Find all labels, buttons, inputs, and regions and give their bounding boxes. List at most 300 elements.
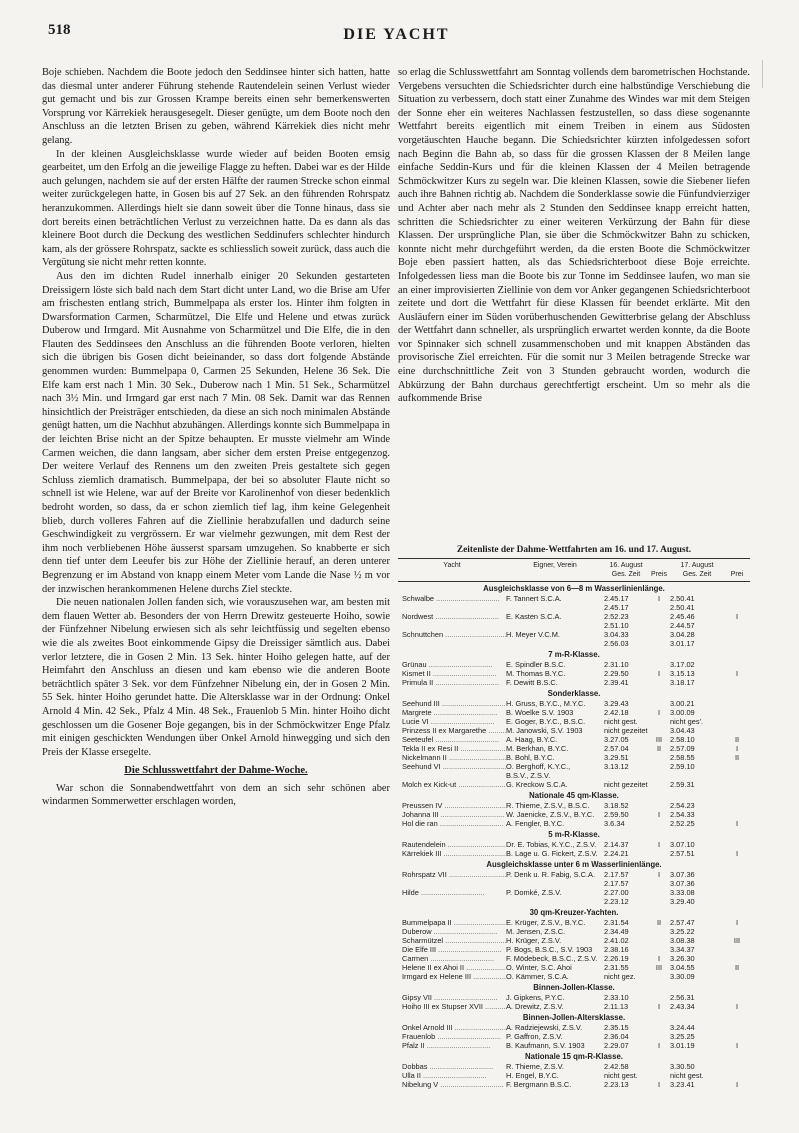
prize-aug17-cell <box>724 699 750 708</box>
yacht-cell: Dobbas ..... <box>398 1062 506 1071</box>
header-aug16-time: Ges. Zeit <box>611 571 641 578</box>
table-row <box>398 1002 750 1011</box>
table-row <box>398 669 750 678</box>
time-aug16-cell: 2.52.23 <box>604 612 629 621</box>
time-aug17-cell: 3.04.55 <box>670 963 695 972</box>
owner-cell: M. Berkhan, B.Y.C. <box>506 744 569 753</box>
owner-cell: E. Spindler B.S.C. <box>506 660 566 669</box>
owner-cell: O. Kämmer, S.C.A. <box>506 972 569 981</box>
prize-aug17-cell: I <box>735 669 739 678</box>
prize-aug17-cell <box>724 810 750 819</box>
journal-title: DIE YACHT <box>343 26 450 43</box>
time-aug17-cell: 3.30.50 <box>670 1062 695 1071</box>
yacht-cell: Seehund III ..... <box>398 699 506 708</box>
yacht-cell: Irmgard ex Helene III ..... <box>398 972 506 981</box>
table-row <box>398 1080 750 1089</box>
prize-aug16-cell <box>648 1023 670 1032</box>
prize-aug16-cell <box>648 888 670 897</box>
time-aug16-cell: nicht gezeitet <box>604 780 648 789</box>
yacht-cell <box>398 879 506 888</box>
time-aug16-cell: 2.31.55 <box>604 963 629 972</box>
table-row <box>398 753 750 762</box>
prize-aug16-cell: I <box>657 840 661 849</box>
time-aug16-cell: 2.42.18 <box>604 708 629 717</box>
prize-aug17-cell <box>724 927 750 936</box>
yacht-cell: Carmen ..... <box>398 954 506 963</box>
prize-aug16-cell <box>648 762 670 771</box>
prize-aug16-cell <box>648 771 670 780</box>
prize-aug17-cell: I <box>735 612 739 621</box>
prize-aug16-cell <box>648 603 670 612</box>
class-heading: Binnen-Jollen-Klasse. <box>533 983 615 992</box>
time-aug17-cell: 2.58.10 <box>670 735 695 744</box>
prize-aug16-cell <box>648 972 670 981</box>
time-aug16-cell <box>604 771 648 780</box>
paragraph: In der kleinen Ausgleichsklasse wurde wieder auf beiden Booten emsig gearbeitet, um den Erfolg an die jeweilige Flagge zu heften. Dabei war es der Hilde auch gelungen, nachdem sie auf der ersten Hälfte der raumen Strecke schon einmal weiter zurückgelegen hatte, in Gosen bis auf 27 Sek. an den führenden Rohrspatz heranzukommen. Allerdings hielt sie dann soweit über die Tonne hinaus, dass sie dort bereits einen beträchtlichen Verlust zu verzeichnen hatte. Da es dann als das kleinere Boot durch die Deckung des westlichen Seddinufers schlechter hindurch kam, als der grössere Rohrspatz, sackte es schliesslich soweit zurück, dass auch die Vergütung sie nicht mehr retten konnte. <box>42 148 390 269</box>
class-heading: 5 m-R-Klasse. <box>548 830 600 839</box>
page-number: 518 <box>48 22 71 38</box>
time-aug17-cell: 2.54.23 <box>670 801 695 810</box>
owner-cell: O. Berghoff, K.Y.C., <box>506 762 571 771</box>
class-heading: Ausgleichsklasse von 6—8 m Wasserlinienlänge. <box>483 584 665 593</box>
time-aug16-cell: 3.27.05 <box>604 735 629 744</box>
owner-cell: M. Thomas B.Y.C. <box>506 669 566 678</box>
time-aug17-cell: 2.57.47 <box>670 918 695 927</box>
owner-cell: B.S.V., Z.S.V. <box>506 771 551 780</box>
prize-aug17-cell: I <box>735 1080 739 1089</box>
prize-aug16-cell <box>648 753 670 762</box>
table-row <box>398 735 750 744</box>
prize-aug16-cell: III <box>655 735 663 744</box>
owner-cell <box>506 897 604 906</box>
table-row <box>398 936 750 945</box>
time-aug17-cell: 3.17.02 <box>670 660 695 669</box>
owner-cell: H. Gruss, B.Y.C., M.Y.C. <box>506 699 586 708</box>
yacht-cell: Schwalbe ..... <box>398 594 506 603</box>
table-row <box>398 1032 750 1041</box>
table-row <box>398 726 750 735</box>
table-row <box>398 972 750 981</box>
time-aug17-cell: 3.25.25 <box>670 1032 695 1041</box>
yacht-cell <box>398 621 506 630</box>
owner-cell: R. Thieme, Z.S.V. <box>506 1062 564 1071</box>
owner-cell: H. Krüger, Z.S.V. <box>506 936 562 945</box>
time-aug16-cell: 2.59.50 <box>604 810 629 819</box>
prize-aug16-cell: I <box>657 1080 661 1089</box>
time-aug17-cell: 3.29.40 <box>670 897 695 906</box>
prize-aug17-cell <box>724 594 750 603</box>
yacht-cell: Seeteufel ..... <box>398 735 506 744</box>
time-aug17-cell: 2.44.57 <box>670 621 695 630</box>
time-aug17-cell: 3.08.38 <box>670 936 695 945</box>
prize-aug17-cell <box>724 1071 750 1080</box>
header-aug16-prize: Preis <box>651 571 667 578</box>
table-row <box>398 888 750 897</box>
table-row <box>398 945 750 954</box>
yacht-cell: Rautendelein ..... <box>398 840 506 849</box>
prize-aug16-cell: I <box>657 954 661 963</box>
prize-aug17-cell <box>724 870 750 879</box>
prize-aug17-cell <box>724 717 750 726</box>
time-aug16-cell: 3.18.52 <box>604 801 629 810</box>
table-row <box>398 1041 750 1050</box>
time-aug16-cell: 2.34.49 <box>604 927 629 936</box>
prize-aug16-cell <box>648 993 670 1002</box>
paragraph: Die neuen nationalen Jollen fanden sich, wie vorauszusehen war, am besten mit dem flauen Wetter ab. Besonders der von Herrn Drewitz gesteuerte Hoiho, sowie der Fünfzehner Nibelung erwiesen sich als sehr leichtfüssig und segelten ebenso wie die als zweites Boot einkommende Gipsy die Dreissiger sämtlich aus. Dabei verlor letztere, die in Gosen 2 Min. 13 Sek. hinter Hoiho gelegen hatte, auf der Heimfahrt den Anschluss an diesen und kam ebenso wie die anderen Boote beträchtlich später 3 Sek. vor dem Fünfzehner Nibelung ein, der in Gosen 2 Min. 55 Sek. hinter Hoiho gerundet hatte. Die Altersklasse war in der Ordnung: Onkel Arnold 4 Min. 42 Sek., Pfalz 4 Min. 48 Sek., Frauenlob 5 Min. hinter Hoiho dicht geschlossen um die Gosener Boje gegangen, bis in der Schmöckwitzer Enge Pfalz mit einigen geschickten Wendungen über Onkel Arnold hinwegging und sich den Preis der Klasse ersegelte. <box>42 597 390 758</box>
prize-aug17-cell <box>724 840 750 849</box>
prize-aug16-cell: I <box>657 870 661 879</box>
time-aug16-cell: 2.17.57 <box>604 879 629 888</box>
time-aug16-cell: 2.23.13 <box>604 1080 629 1089</box>
table-row <box>398 621 750 630</box>
time-aug16-cell: 3.29.51 <box>604 753 629 762</box>
owner-cell: B. Lage u. G. Fickert, Z.S.V. <box>506 849 598 858</box>
owner-cell: A. Fengler, B.Y.C. <box>506 819 565 828</box>
table-row <box>398 708 750 717</box>
prize-aug16-cell <box>648 660 670 669</box>
prize-aug16-cell <box>648 780 670 789</box>
prize-aug17-cell <box>724 630 750 639</box>
table-row <box>398 927 750 936</box>
table-row <box>398 639 750 648</box>
prize-aug16-cell <box>648 1062 670 1071</box>
paragraph: so erlag die Schlusswettfahrt am Sonntag vollends dem barometrischen Hochstande. Vergebens versuchten die Schiedsrichter durch eine halbstündige Verschiebung die Situation zu verbessern, doch statt einer Zunahme des Windes war mit dem Steigen der Sonne eher ein weiteres Nachlassen festzustellen, so dass diese sogenannte Wettfahrt bereits eigentlich mit einem Treiben in einem aus Südosten vorgetäuschten Hauche begann. Die Schiedsrichter kürzten infolgedessen sofort nach Beginn die Bahn ab, so dass für die grossen Klassen der 8 Meilen lange einfache Seddin-Kurs und für die kleinen Klassen der 4 Meilen betragende Schmöckwitzer Kurs zu segeln war. Die kleinen Klassen, sowie die Siebener liefen auch ihre Bahnen richtig ab. Nachdem die Sonderklasse sowie die Fünfundvierziger und Achter aber nach mehr als 2 Stunden den Seddinsee knapp erreicht hatten, schritten die Schiedsrichter zu einer weiteren Verkürzung der Bahn für diese Klassen. Der ursprüngliche Plan, sie über die Schmöckwitzer Bahn zu schicken, konnte nicht mehr durchgeführt werden, da die ersten Boote die Schmöckwitzer Boje eben passiert hatten, als das Schiedsrichterboot diese Boje erreichte. Infolgedessen liess man die Boote bis zur Tonne im Seddinsee laufen, wo man sie an einer improvisierten Ziellinie von dem vor Anker gegangenen Schiedsrichterboot zeitete und dort die Wettfahrt für diese Klassen für beendet erklärte. Mit den Ausläufern einer im Süden vorüberhuschenden Gewitterbrise gelang der Abschluss der Wettfahrt dann schneller, als ursprünglich erwartet werden konnte, da die Boote vor Spinnaker sich schnell zusammenschoben und mit knappen Abständen das provisorische Ziel erreichten. Für die somit nur 3 Meilen betragende Strecke war eine durchschnittliche Zeit von 3 Stunden gebraucht worden, wodurch die Abkürzung der Bahn durchaus gerechtfertigt erscheint. Um so mehr als die aufkommende Brise <box>398 67 750 405</box>
prize-aug17-cell <box>724 762 750 771</box>
owner-cell: B. Kaufmann, S.V. 1903 <box>506 1041 585 1050</box>
yacht-cell: Duberow ..... <box>398 927 506 936</box>
time-aug17-cell: 3.26.30 <box>670 954 695 963</box>
yacht-cell: Kismet II ..... <box>398 669 506 678</box>
table-header <box>398 561 750 582</box>
time-aug17-cell: 3.18.17 <box>670 678 695 687</box>
prize-aug17-cell <box>724 1023 750 1032</box>
paragraph: Aus den im dichten Rudel innerhalb einiger 20 Sekunden gestarteten Dreissigern löste sich bald nach dem Start dicht unter Land, wo die Brise am Ufer am frischesten entlang strich, Bummelpapa als erster los. Hinter ihm folgten in Dwarsformation Carmen, Scharmützel, Die Elfe und Helene und etwas zurück Duberow und Irmgard. Mit Ausnahme von Scharmützel und Die Elfe, die in den Flauten des Seddinsees den Anschluss an die führenden Boote verloren, hielten sich die übrigen bis Gosen dicht beieinander, so dass dort folgende Abstände genommen wurden: Bummelpapa 0, Carmen 25 Sekunden, Helene 36 Sek. Die Elfe kam erst nach 1 Min. 30 Sek., Duberow nach 1 Min. 51 Sek., Scharmützel nach 3½ Min. und Irmgard gar erst nach 7 Min. 08 Sek. Damit war das Rennen hinsichtlich der Preisträger entschieden, da diese an sich noch minimalen Abstände genügt hatten, um die Nachhut abzuhängen. Allerdings konnte sich Bummelpapa in der leichten Brise nicht an der Spitze behaupten. Er musste vielmehr am Winde Carmen weichen, die dann langsam, aber sicher dem ersten Preise entgegenzog. Der weitere Verlauf des Rennens um den zweiten Preis gestaltete sich gegen Schluss ziemlich dramatisch. Bummelpapa, der bei so absoluter Flaute nicht so schnell ist wie Helene, war auf der Breite vor Karolinenhof von dieser bedenklich bedroht worden, so dass, da er schon ziemlich tief lag, ihm keine Gelegenheit blieb, durch volleres Fahren auf die Ziellinie herabzufallen und dadurch seine Geschwindigkeit zu vergrössern. Er war vielmehr gezwungen, mit dem Rest der ihm noch verbliebenen Höhe äusserst sparsam umzugehen. So knabberte er sich denn tief unter dem Leeufer bis zur Höhe der Ziellinie herauf, an deren unterer Begrenzung er im Abstand von knapp einem Meter vom Lande die Nase ½ m vor der inzwischen herankommenen Helene durchs Ziel steckte. <box>42 270 390 595</box>
table-row <box>398 918 750 927</box>
prize-aug16-cell <box>648 678 670 687</box>
owner-cell: A. Drewitz, Z.S.V. <box>506 1002 564 1011</box>
yacht-cell: Molch ex Kick-ut ..... <box>398 780 506 789</box>
yacht-cell: Prinzess II ex Margarethe ..... <box>398 726 506 735</box>
owner-cell: G. Kreckow S.C.A. <box>506 780 568 789</box>
time-aug17-cell: 2.45.46 <box>670 612 695 621</box>
time-aug16-cell: 2.29.07 <box>604 1041 629 1050</box>
yacht-cell: Primula II ..... <box>398 678 506 687</box>
header-owner: Eigner, Verein <box>533 562 577 569</box>
yacht-cell: Kärrekiek III ..... <box>398 849 506 858</box>
yacht-cell: Bummelpapa II ..... <box>398 918 506 927</box>
prize-aug17-cell: II <box>734 735 740 744</box>
time-aug17-cell: 3.07.10 <box>670 840 695 849</box>
time-aug17-cell: 3.04.43 <box>670 726 695 735</box>
prize-aug17-cell <box>724 897 750 906</box>
yacht-cell: Tekla II ex Resi II ..... <box>398 744 506 753</box>
yacht-cell: Lucie VI ..... <box>398 717 506 726</box>
yacht-cell: Schnuttchen ..... <box>398 630 506 639</box>
prize-aug16-cell <box>648 879 670 888</box>
owner-cell: F. Tannert S.C.A. <box>506 594 562 603</box>
class-heading: Sonderklasse. <box>547 689 601 698</box>
owner-cell <box>506 879 604 888</box>
owner-cell: P. Gaffron, Z.S.V. <box>506 1032 563 1041</box>
margin-mark <box>762 60 771 88</box>
yacht-cell: Seehund VI ..... <box>398 762 506 771</box>
table-row <box>398 963 750 972</box>
prize-aug17-cell: I <box>735 1002 739 1011</box>
time-aug17-cell: nicht gest. <box>670 1071 704 1080</box>
table-title: Zeitenliste der Dahme-Wettfahrten am 16. und 17. August. <box>398 546 750 559</box>
prize-aug16-cell <box>648 801 670 810</box>
owner-cell: J. Gipkens, P.Y.C. <box>506 993 565 1002</box>
page-header <box>34 22 759 48</box>
class-heading: Binnen-Jollen-Altersklasse. <box>522 1013 626 1022</box>
yacht-cell: Helene II ex Ahoi II ..... <box>398 963 506 972</box>
table-row <box>398 762 750 771</box>
owner-cell: P. Denk u. R. Fabig, S.C.A. <box>506 870 596 879</box>
time-aug16-cell: 2.27.00 <box>604 888 629 897</box>
header-aug17-prize: Prei <box>730 571 744 578</box>
header-aug16-date: 16. August <box>609 562 643 569</box>
owner-cell: F. Dewitt B.S.C. <box>506 678 558 687</box>
section-heading: Die Schlusswettfahrt der Dahme-Woche. <box>124 765 308 777</box>
prize-aug17-cell <box>724 771 750 780</box>
time-aug16-cell: 3.13.12 <box>604 762 629 771</box>
prize-aug16-cell: I <box>657 669 661 678</box>
table-row <box>398 771 750 780</box>
owner-cell: E. Goger, B.Y.C., B.S.C. <box>506 717 586 726</box>
time-aug17-cell: nicht ges'. <box>670 717 704 726</box>
table-row <box>398 801 750 810</box>
table-row <box>398 849 750 858</box>
time-aug16-cell: nicht gezeitet <box>604 726 648 735</box>
time-aug17-cell: 3.07.36 <box>670 879 695 888</box>
yacht-cell: Gipsy VII ..... <box>398 993 506 1002</box>
table-row <box>398 1062 750 1071</box>
yacht-cell <box>398 603 506 612</box>
prize-aug16-cell: III <box>655 963 663 972</box>
class-heading: Nationale 45 qm-Klasse. <box>529 791 619 800</box>
prize-aug17-cell: I <box>735 819 739 828</box>
time-aug17-cell: 2.59.10 <box>670 762 695 771</box>
paragraph: War schon die Sonnabendwettfahrt von dem an sich sehr schönen aber windarmen Sommerwetter erschlagen worden, <box>42 782 390 808</box>
table-body <box>398 584 750 1089</box>
prize-aug17-cell: I <box>735 744 739 753</box>
prize-aug16-cell: II <box>656 744 662 753</box>
time-aug17-cell: 3.00.09 <box>670 708 695 717</box>
prize-aug16-cell <box>648 726 670 735</box>
yacht-cell: Nibelung V ..... <box>398 1080 506 1089</box>
class-heading: Ausgleichsklasse unter 6 m Wasserlinienlänge. <box>486 860 662 869</box>
yacht-cell: Nordwest ..... <box>398 612 506 621</box>
yacht-cell: Grünau ..... <box>398 660 506 669</box>
prize-aug17-cell <box>724 1032 750 1041</box>
table-row <box>398 780 750 789</box>
table-row <box>398 897 750 906</box>
owner-cell <box>506 621 604 630</box>
time-aug16-cell: 2.29.50 <box>604 669 629 678</box>
time-aug16-cell: 2.42.58 <box>604 1062 629 1071</box>
prize-aug16-cell <box>648 1071 670 1080</box>
prize-aug16-cell <box>648 897 670 906</box>
table-row <box>398 603 750 612</box>
time-aug16-cell: 2.31.10 <box>604 660 629 669</box>
time-aug16-cell: 2.31.54 <box>604 918 629 927</box>
table-row <box>398 630 750 639</box>
class-heading: Nationale 15 qm-R-Klasse. <box>525 1052 623 1061</box>
owner-cell: W. Jaenicke, Z.S.V., B.Y.C. <box>506 810 595 819</box>
owner-cell: O. Winter, S.C. Ahoi <box>506 963 572 972</box>
time-aug16-cell: 2.45.17 <box>604 594 629 603</box>
prize-aug17-cell <box>724 1062 750 1071</box>
owner-cell: E. Kasten S.C.A. <box>506 612 562 621</box>
table-row <box>398 840 750 849</box>
prize-aug17-cell <box>724 945 750 954</box>
prize-aug17-cell <box>724 954 750 963</box>
time-aug16-cell: 2.35.15 <box>604 1023 629 1032</box>
time-aug17-cell: 2.57.09 <box>670 744 695 753</box>
time-aug16-cell: 3.6.34 <box>604 819 625 828</box>
yacht-cell: Nickelmann II ..... <box>398 753 506 762</box>
prize-aug16-cell <box>648 1032 670 1041</box>
owner-cell: P. Domké, Z.S.V. <box>506 888 562 897</box>
right-text-column <box>398 66 750 536</box>
prize-aug16-cell: I <box>657 1041 661 1050</box>
owner-cell: B. Woelke S.V. 1903 <box>506 708 574 717</box>
time-aug17-cell: 3.04.28 <box>670 630 695 639</box>
time-aug17-cell: 3.07.36 <box>670 870 695 879</box>
class-heading: 30 qm-Kreuzer-Yachten. <box>529 908 619 917</box>
prize-aug17-cell: I <box>735 1041 739 1050</box>
prize-aug16-cell: I <box>657 810 661 819</box>
time-aug16-cell: 2.11.13 <box>604 1002 629 1011</box>
time-aug16-cell: 2.51.10 <box>604 621 629 630</box>
time-aug16-cell: 2.14.37 <box>604 840 629 849</box>
owner-cell: P. Bogs, B.S.C., S.V. 1903 <box>506 945 593 954</box>
yacht-cell <box>398 639 506 648</box>
prize-aug17-cell <box>724 972 750 981</box>
time-aug17-cell: 2.50.41 <box>670 594 695 603</box>
prize-aug17-cell: III <box>733 936 741 945</box>
header-aug17 <box>670 561 724 579</box>
prize-aug17-cell <box>724 639 750 648</box>
time-aug17-cell: 2.52.25 <box>670 819 695 828</box>
prize-aug16-cell <box>648 936 670 945</box>
owner-cell: A. Radziejewski, Z.S.V. <box>506 1023 583 1032</box>
prize-aug17-cell <box>724 678 750 687</box>
table-row <box>398 717 750 726</box>
left-text-column <box>42 66 390 1116</box>
prize-aug17-cell <box>724 726 750 735</box>
header-aug17-time: Ges. Zeit <box>682 571 712 578</box>
time-aug16-cell: 2.39.41 <box>604 678 629 687</box>
time-aug17-cell: 3.00.21 <box>670 699 695 708</box>
header-yacht: Yacht <box>443 562 461 569</box>
owner-cell: M. Janowski, S.V. 1903 <box>506 726 583 735</box>
table-row <box>398 660 750 669</box>
prize-aug16-cell: II <box>656 918 662 927</box>
prize-aug16-cell <box>648 630 670 639</box>
time-aug16-cell: 2.24.21 <box>604 849 629 858</box>
time-aug16-cell: 2.41.02 <box>604 936 629 945</box>
owner-cell: E. Krüger, Z.S.V., B.Y.C. <box>506 918 586 927</box>
table-row <box>398 993 750 1002</box>
time-aug17-cell: 2.59.31 <box>670 780 695 789</box>
yacht-cell: Onkel Arnold III ..... <box>398 1023 506 1032</box>
yacht-cell: Hilde ..... <box>398 888 506 897</box>
prize-aug16-cell <box>648 849 670 858</box>
prize-aug16-cell: I <box>657 1002 661 1011</box>
time-aug16-cell: 2.56.03 <box>604 639 629 648</box>
time-aug16-cell: 2.17.57 <box>604 870 629 879</box>
time-aug17-cell: 3.15.13 <box>670 669 695 678</box>
time-aug17-cell: 3.23.41 <box>670 1080 695 1089</box>
owner-cell: M. Jensen, Z.S.C. <box>506 927 566 936</box>
owner-cell: F. Mödebeck, B.S.C., Z.S.V. <box>506 954 598 963</box>
table-row <box>398 594 750 603</box>
yacht-cell <box>398 897 506 906</box>
time-aug16-cell: 2.36.04 <box>604 1032 629 1041</box>
prize-aug17-cell <box>724 603 750 612</box>
prize-aug16-cell <box>648 945 670 954</box>
prize-aug16-cell: I <box>657 708 661 717</box>
prize-aug16-cell <box>648 639 670 648</box>
time-aug17-cell: 2.54.33 <box>670 810 695 819</box>
time-aug17-cell: 3.25.22 <box>670 927 695 936</box>
owner-cell: H. Engel, B.Y.C. <box>506 1071 559 1080</box>
time-aug17-cell: 3.30.09 <box>670 972 695 981</box>
yacht-cell: Die Elfe III ..... <box>398 945 506 954</box>
time-aug16-cell: 2.45.17 <box>604 603 629 612</box>
prize-aug17-cell <box>724 879 750 888</box>
owner-cell: F. Bergmann B.S.C. <box>506 1080 572 1089</box>
owner-cell: A. Haag, B.Y.C. <box>506 735 558 744</box>
prize-aug16-cell <box>648 612 670 621</box>
table-row <box>398 810 750 819</box>
time-aug16-cell: 3.04.33 <box>604 630 629 639</box>
time-aug17-cell: 2.56.31 <box>670 993 695 1002</box>
prize-aug17-cell: II <box>734 963 740 972</box>
yacht-cell <box>398 771 506 780</box>
table-row <box>398 870 750 879</box>
time-aug17-cell <box>670 771 724 780</box>
time-aug16-cell: nicht gest. <box>604 717 638 726</box>
prize-aug16-cell <box>648 819 670 828</box>
prize-aug17-cell <box>724 621 750 630</box>
yacht-cell: Johanna III ..... <box>398 810 506 819</box>
owner-cell: B. Bohl, B.Y.C. <box>506 753 555 762</box>
prize-aug16-cell: I <box>657 594 661 603</box>
yacht-cell: Preussen IV ..... <box>398 801 506 810</box>
yacht-cell: Ulla II ..... <box>398 1071 506 1080</box>
class-heading: 7 m-R-Klasse. <box>548 650 600 659</box>
yacht-cell: Scharmützel ..... <box>398 936 506 945</box>
yacht-cell: Hol die ran ..... <box>398 819 506 828</box>
yacht-cell: Pfalz II ..... <box>398 1041 506 1050</box>
time-aug16-cell: 2.57.04 <box>604 744 629 753</box>
paragraph: Boje schieben. Nachdem die Boote jedoch den Seddinsee hinter sich hatten, hatte das diesmal unter anderer Führung stehende Rautendelein seinen Verlust wieder gut gemacht und bis zur Grossen Krampe bereits einen sehr bemerkenswerten Vorsprung vor Kärrekiek herausgesegelt. Dieser genügte, um dem Boote noch den Anschluss an die letzten Brisen zu geben, während Kärrekiek dies nicht mehr gelang. <box>42 67 390 146</box>
owner-cell: R. Thieme, Z.S.V., B.S.C. <box>506 801 590 810</box>
yacht-cell: Margrete ..... <box>398 708 506 717</box>
yacht-cell: Frauenlob ..... <box>398 1032 506 1041</box>
time-aug16-cell: 2.38.16 <box>604 945 629 954</box>
owner-cell: H. Meyer V.C.M. <box>506 630 560 639</box>
table-row <box>398 699 750 708</box>
time-aug16-cell: 2.26.19 <box>604 954 629 963</box>
results-table <box>398 546 750 1089</box>
time-aug17-cell: 3.01.17 <box>670 639 695 648</box>
yacht-cell: Hoiho III ex Stupser XVII ..... <box>398 1002 506 1011</box>
time-aug17-cell: 3.34.37 <box>670 945 695 954</box>
prize-aug16-cell <box>648 927 670 936</box>
